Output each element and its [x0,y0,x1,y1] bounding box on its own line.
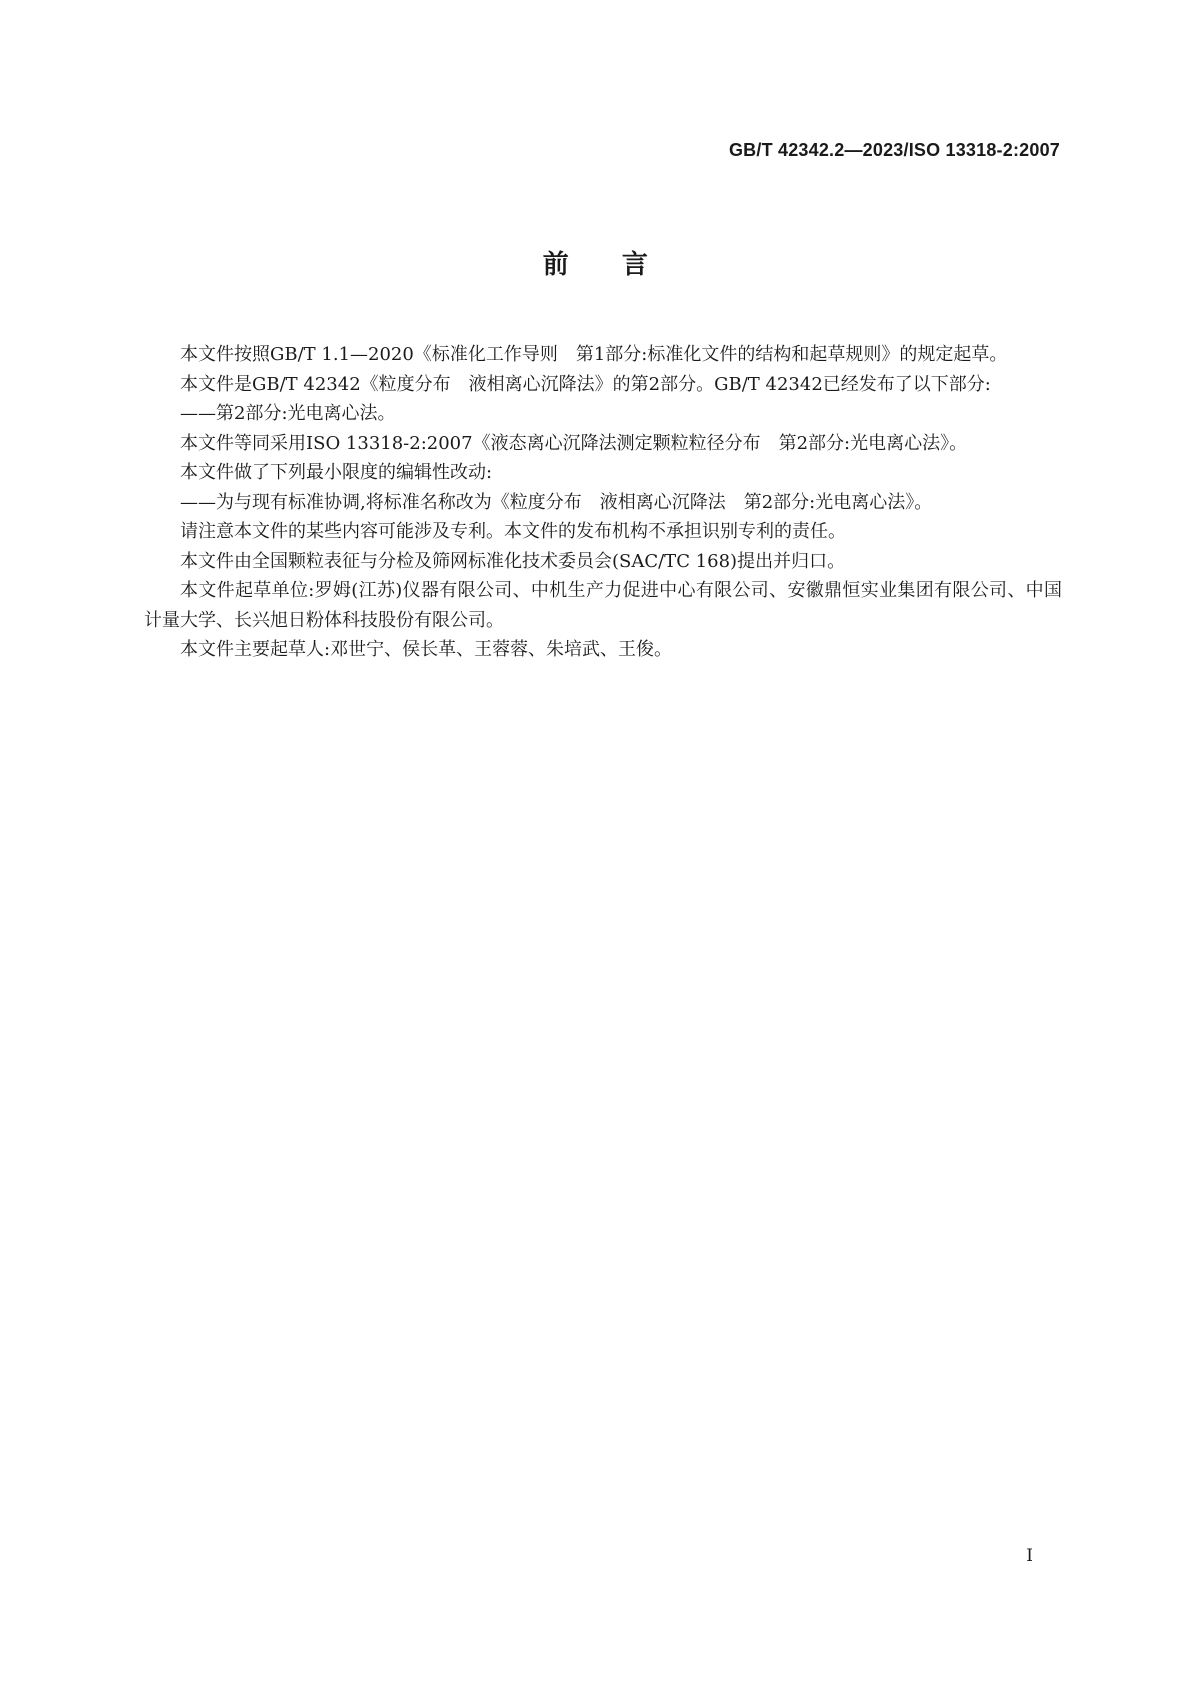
paragraph-patent-notice: 请注意本文件的某些内容可能涉及专利。本文件的发布机构不承担识别专利的责任。 [180,521,846,542]
list-item-name-change: ——为与现有标准协调,将标准名称改为《粒度分布 液相离心沉降法 第2部分:光电离心法》。 [180,491,933,513]
paragraph-drafting-units: 本文件起草单位:罗姆(江苏)仪器有限公司、中机生产力促进中心有限公司、安徽鼎恒实业集团有限公司、中国计量大学、长兴旭日粉体科技股份有限公司。 [144,580,1062,631]
paragraph-part-of-series: 本文件是GB/T 42342《粒度分布 液相离心沉降法》的第2部分。GB/T 42342已经发布了以下部分: [180,373,991,395]
standard-number: GB/T 42342.2—2023/ISO 13318-2:2007 [728,140,1060,160]
list-item-published-part: ——第2部分:光电离心法。 [180,403,396,424]
paragraph-editorial-changes: 本文件做了下列最小限度的编辑性改动: [180,462,493,483]
paragraph-proposing-committee: 本文件由全国颗粒表征与分检及筛网标准化技术委员会(SAC/TC 168)提出并归口。 [180,550,846,572]
page-title: 前 言 [542,250,649,280]
paragraph-drafters: 本文件主要起草人:邓世宁、侯长革、王蓉蓉、朱培武、王俊。 [180,639,673,660]
paragraph-drafting-rules: 本文件按照GB/T 1.1—2020《标准化工作导则 第1部分:标准化文件的结构和起草规则》的规定起草。 [180,344,1008,365]
page-number: I [1026,1546,1033,1566]
foreword-body [144,340,1062,665]
paragraph-equivalent-adoption: 本文件等同采用ISO 13318-2:2007《液态离心沉降法测定颗粒粒径分布 第2部分:光电离心法》。 [180,432,968,454]
